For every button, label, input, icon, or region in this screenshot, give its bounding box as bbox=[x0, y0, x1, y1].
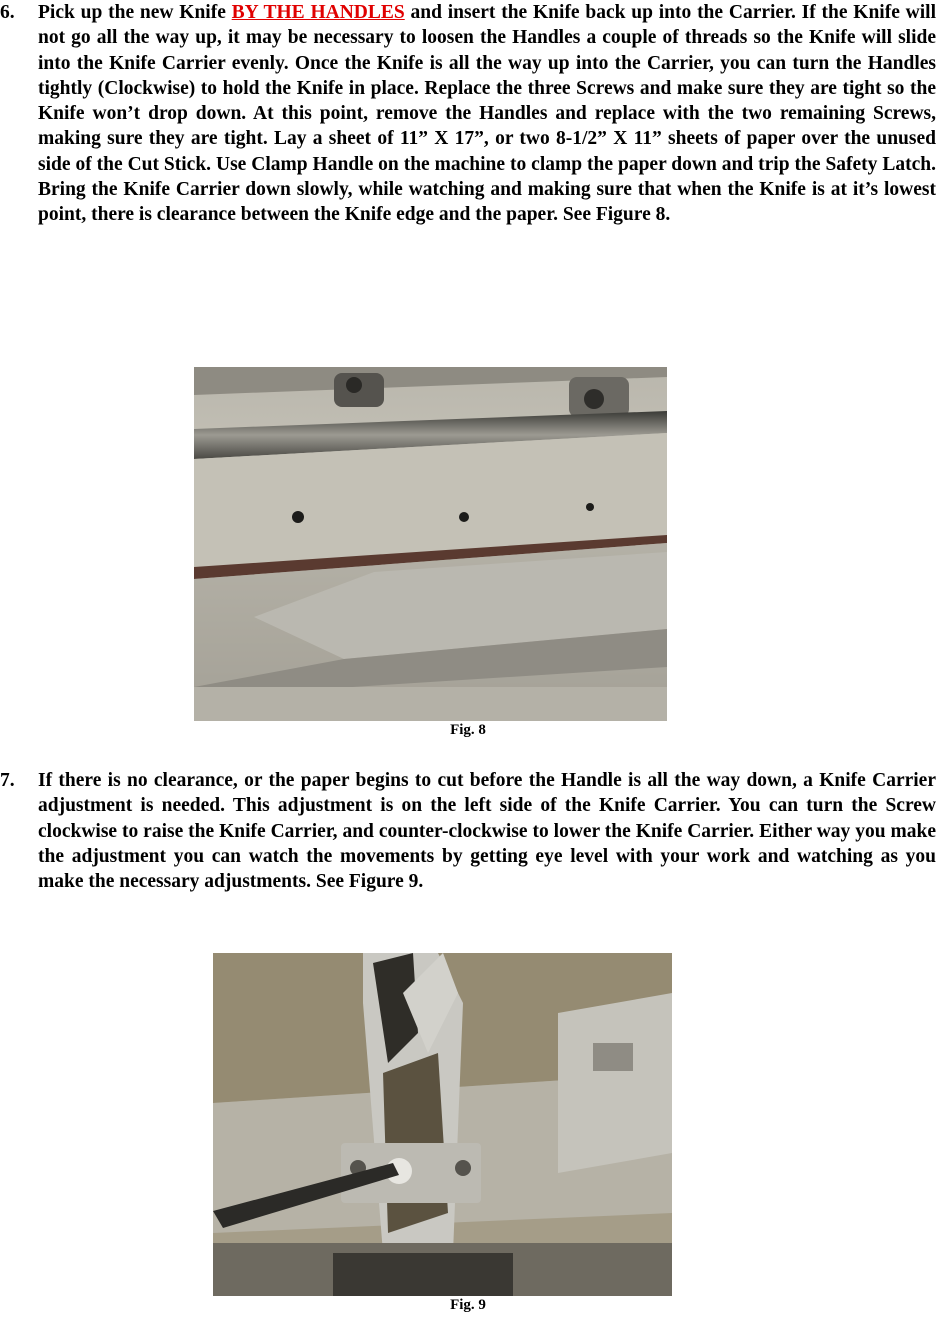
step-text: Pick up the new Knife BY THE HANDLES and insert the Knife back up into the Carrier. If the Knife will not go all the way up, it may be necessary to loosen the Handles a couple of threads so the Knife will slide into the Knife Carrier evenly. Once the Knife is all the way up into the Carrier, you can turn the Handles tightly (Clockwise) to hold the Knife in place. Replace the three Screws and make sure they are tight so the Knife won’t drop down. At this point, remove the Handles and replace with the two remaining Screws, making sure they are tight. Lay a sheet of 11” X 17”, or two 8-1/2” X 11” sheets of paper over the unused side of the Cut Stick. Use Clamp Handle on the machine to clamp the paper down and trip the Safety Latch. Bring the Knife Carrier down slowly, while watching and making sure that when the Knife is at it’s lowest point, there is clearance between the Knife edge and the paper. See Figure 8. bbox=[38, 2, 936, 226]
figure-9-photo bbox=[213, 953, 672, 1296]
step-number: 6. bbox=[0, 2, 15, 23]
figure-8-photo bbox=[194, 367, 667, 721]
figure-9-caption: Fig. 9 bbox=[450, 1297, 486, 1313]
step-number: 7. bbox=[0, 770, 15, 791]
step-7 bbox=[0, 768, 936, 894]
emphasis-by-the-handles: BY THE HANDLES bbox=[231, 2, 405, 23]
step-6 bbox=[0, 0, 936, 228]
step-text: If there is no clearance, or the paper begins to cut before the Handle is all the way down, a Knife Carrier adjustment is needed. This adjustment is on the left side of the Knife Carrier. You can turn the Screw clockwise to raise the Knife Carrier, and counter-clockwise to lower the Knife Carrier. Either way you make the adjustment you can watch the movements by getting eye level with your work and watching as you make the necessary adjustments. See Figure 9. bbox=[38, 770, 936, 893]
figure-8-caption: Fig. 8 bbox=[450, 722, 486, 738]
